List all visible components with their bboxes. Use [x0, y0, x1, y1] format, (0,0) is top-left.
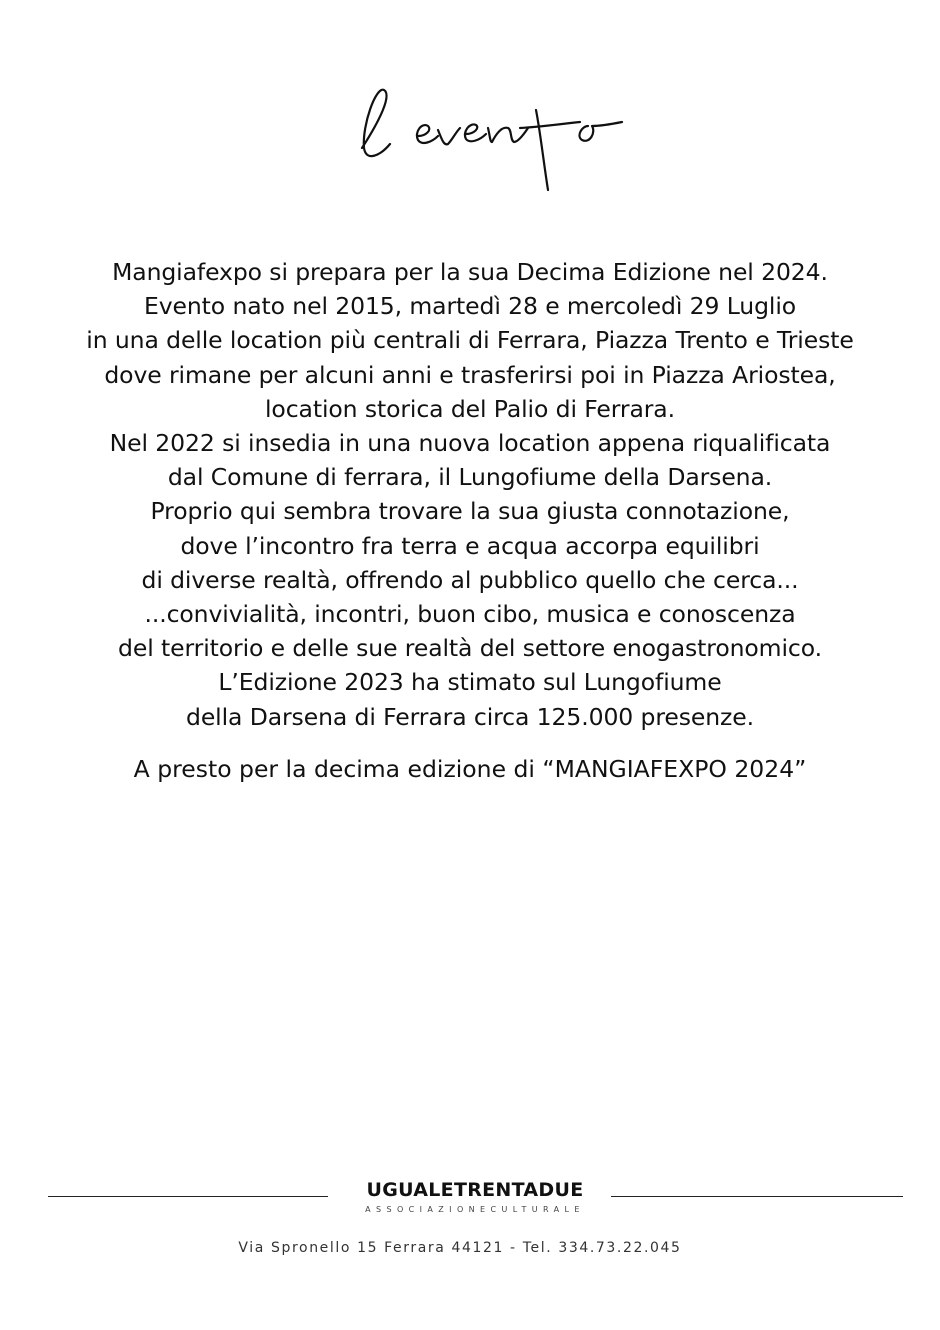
- body-line: location storica del Palio di Ferrara.: [265, 394, 675, 423]
- event-description: [20, 255, 920, 734]
- closing-line: A presto per la decima edizione di “MANGIAFEXPO 2024”: [133, 755, 807, 783]
- body-line: della Darsena di Ferrara circa 125.000 presenze.: [186, 702, 754, 731]
- footer-divider-right: [611, 1196, 903, 1197]
- page-title-script: [340, 70, 640, 200]
- logo-name: UGUALETRENTADUE: [366, 1179, 584, 1201]
- logo-wordmark: [355, 1176, 595, 1224]
- body-line: Proprio qui sembra trovare la sua giusta connotazione,: [150, 497, 790, 526]
- body-line: di diverse realtà, offrendo al pubblico quello che cerca...: [141, 565, 799, 594]
- association-logo: [355, 1176, 595, 1224]
- footer-divider-left: [48, 1196, 328, 1197]
- body-line: dove rimane per alcuni anni e trasferirsi poi in Piazza Ariostea,: [104, 360, 836, 389]
- body-line: ...convivialità, incontri, buon cibo, musica e conoscenza: [144, 600, 796, 629]
- body-line: del territorio e delle sue realtà del settore enogastronomico.: [118, 634, 822, 663]
- footer-address: Via Spronello 15 Ferrara 44121 - Tel. 334.73.22.045: [238, 1240, 682, 1256]
- body-line: Evento nato nel 2015, martedì 28 e mercoledì 29 Luglio: [143, 292, 797, 321]
- body-line: L’Edizione 2023 ha stimato sul Lungofiume: [218, 668, 722, 697]
- logo-subtitle: ASSOCIAZIONECULTURALE: [365, 1205, 585, 1214]
- body-line: dal Comune di ferrara, il Lungofiume della Darsena.: [167, 463, 773, 492]
- body-line: dove l’incontro fra terra e acqua accorpa equilibri: [180, 531, 760, 560]
- body-line: Mangiafexpo si prepara per la sua Decima Edizione nel 2024.: [112, 258, 828, 286]
- body-line: in una delle location più centrali di Ferrara, Piazza Trento e Trieste: [86, 326, 854, 355]
- body-line: Nel 2022 si insedia in una nuova location appena riqualificata: [109, 429, 831, 458]
